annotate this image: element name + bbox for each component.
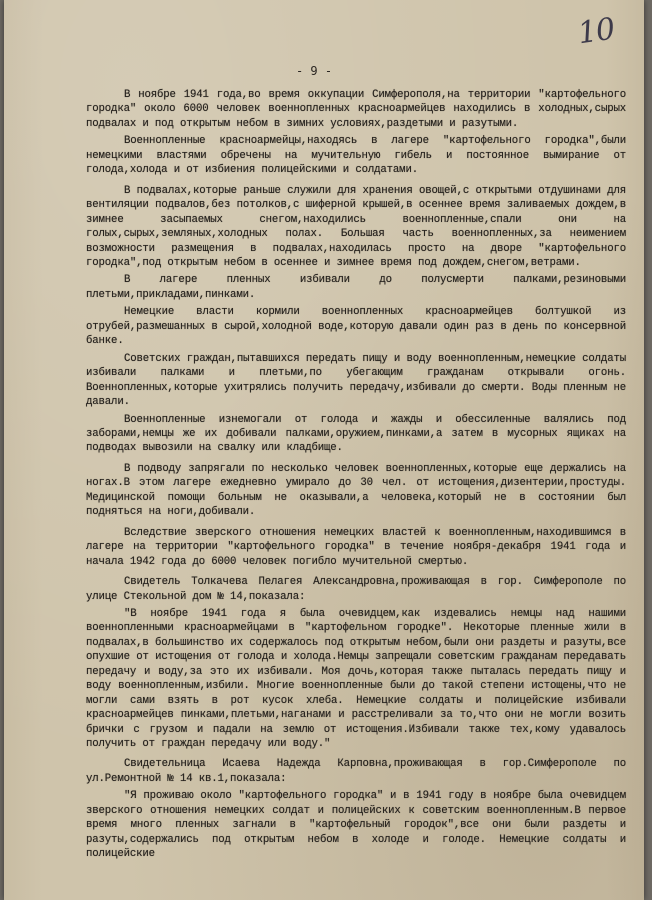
paragraph-doomed-prisoners: Военнопленные красноармейцы,находясь в лагере "картофельного городка",были немецкими властями обречены на мучительную гибель и постоянное вымирание от голода,холода и от избиения полицейскими и солдатами. (86, 135, 626, 177)
quote-tolkacheva: "В ноябре 1941 года я была очевидцем,как издевались немцы над нашими военнопленными красноармейцами в "картофельном городке". Некоторые пленные жили в подвалах,в большинство их содержалось под открытым небом,были они раздеты и разуты,все опухшие от истощения от голода и холода.Немцы запрещали советским гражданам передавать передачу и воду,за это их избивали. Моя дочь,которая также пыталась передать пищу и воду военнопленным,избили. Многие военнопленные были до такой степени истощены,что не могли сами взять в рот кусок хлеба. Немецкие солдаты и полицейские избивали красноармейцев пинками,плетьми,наганами и расстреливали за то,что они не могли возить брички с грузом и падали на землю от истощения.Избивали также тех,кому удавалось получить от граждан передачу или воду." (86, 607, 626, 751)
paragraph-exhaustion: Военнопленные изнемогали от голода и жажды и обессиленные валялись под заборами,немцы же их добивали палками,оружием,пинками,а затем в мусорных ящиках на подводах вывозили на свалку или кладбище. (86, 413, 626, 455)
archive-sheet-number: 10 (575, 11, 617, 52)
paragraph-6000-died: Вследствие зверского отношения немецких властей к военнопленным,находившимся в лагере на территории "картофельного городка" в течение ноября-декабря 1941 года и начала 1942 года до 6000 человек погибло мучительной смертью. (86, 526, 626, 568)
paragraph-carts: В подводу запрягали по несколько человек военнопленных,которые еще держались на ногах.В этом лагере ежедневно умирало до 30 чел. от истощения,дизентерии,простуды. Медицинской помощи больным не оказывали,а человека,который не в состоянии был подняться на ноги,добивали. (86, 462, 626, 519)
page-number: - 9 - (295, 64, 333, 78)
paragraph-cellars: В подвалах,которые раньше служили для хранения овощей,с открытыми отдушинами для вентиляции подвалов,без потолков,с шиферной крышей,в осеннее время заливаемых дождем,в зимнее засыпаемых снегом,находились военнопленные,спали они на голых,сырых,земляных,холодных полах. Большая часть военнопленных,за неимением возможности размещения в подвалах,находилась просто на дворе "картофельного городка",под открытым небом в осеннее и зимнее время под дождем,снегом,ветрами. (86, 184, 626, 269)
paragraph-beatings: В лагере пленных избивали до полусмерти палками,резиновыми плетьми,прикладами,пинками. (86, 274, 626, 301)
paragraph-witness-isaeva: Свидетельница Исаева Надежда Карповна,проживающая в гор.Симферополе по ул.Ремонтной № 14 кв.1,показала: (86, 758, 626, 785)
document-page (4, 0, 644, 900)
document-body (86, 88, 626, 865)
quote-isaeva: "Я проживаю около "картофельного городка" и в 1941 году в ноябре была очевидцем зверского отношения немецких солдат и полицейских к советским военнопленным.В первое время много пленных загнали в "картофельный городок",все они были раздеты и разуты,содержались под открытым небом в холоде и голоде. Немецкие солдаты и полицейские (86, 790, 626, 861)
paragraph-citizens-beaten: Советских граждан,пытавшихся передать пищу и воду военнопленным,немецкие солдаты избивали палками и плетьми,по убегающим гражданам открывали огонь. Военнопленных,которые ухитрялись получить передачу,избивали до смерти. Воды пленным не давали. (86, 352, 626, 409)
paragraph-feeding: Немецкие власти кормили военнопленных красноармейцев болтушкой из отрубей,размешанных в сырой,холодной воде,которую давали один раз в день по консервной банке. (86, 306, 626, 348)
paragraph-november-1941: В ноябре 1941 года,во время оккупации Симферополя,на территории "картофельного городка" около 6000 человек военнопленных красноармейцев находились в холодных,сырых подвалах и под открытым небом в зимних условиях,раздетыми и разутыми. (86, 89, 626, 130)
paragraph-witness-tolkacheva: Свидетель Толкачева Пелагея Александровна,проживающая в гор. Симферополе по улице Стекольной дом № 14,показала: (86, 576, 626, 603)
